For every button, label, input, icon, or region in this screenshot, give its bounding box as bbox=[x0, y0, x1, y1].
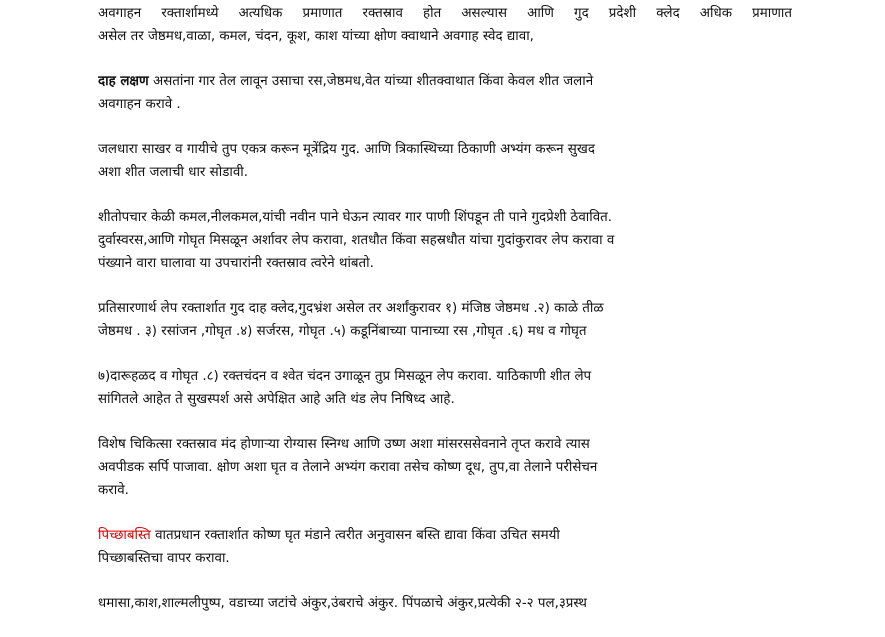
text-line: दुर्वास्वरस,आणि गोघृत मिसळून अर्शावर लेप करावा, शतधौत किंवा सहस्रधौत यांचा गुदांकुरावर लेप करावा व bbox=[98, 233, 615, 248]
text-line: जेष्ठमध . ३) रसांजन ,गोघृत .४) सर्जरस, गोघृत .५) कडूनिंबाच्या पानाच्या रस ,गोघृत .६) मध व गोघृत bbox=[98, 324, 587, 339]
paragraph-sheetopachar bbox=[98, 206, 792, 275]
paragraph-avagahan bbox=[98, 2, 792, 48]
text-line: शीतोपचार केळी कमल,नीलकमल,यांची नवीन पाने घेऊन त्यावर गार पाणी शिंपडून ती पाने गुदप्रेशी ठेवावित. bbox=[98, 210, 613, 225]
section-heading-highlight: पिच्छाबस्ति bbox=[98, 528, 151, 543]
text-line: अवगाहन रक्तार्शामध्ये अत्यधिक प्रमाणात रक्तस्राव होत असल्यास आणि गुद प्रदेशी क्लेद अधिक प्रमाणात bbox=[98, 6, 792, 21]
text-line: सांगितले आहेत ते सुखस्पर्श असे अपेक्षित आहे अति थंड लेप निषिध्द आहे. bbox=[98, 392, 455, 407]
section-heading: दाह लक्षण bbox=[98, 74, 149, 89]
paragraph-vishesh-chikitsa bbox=[98, 433, 792, 502]
text-line: असेल तर जेष्ठमध,वाळा, कमल, चंदन, कूश, काश यांच्या क्षोण क्वाथाने अवगाह स्वेद द्यावा, bbox=[98, 29, 534, 44]
text-line bbox=[98, 524, 792, 547]
document-body bbox=[98, 2, 792, 637]
text-line: धमासा,काश,शाल्मलीपुष्प, वडाच्या जटांचे अंकुर,उंबराचे अंकुर. पिंपळाचे अंकुर,प्रत्येकी २-२ पल,३प्रस्थ bbox=[98, 596, 587, 611]
text-line: अवगाहन करावे . bbox=[98, 97, 181, 112]
text-run: असतांना गार तेल लावून उसाचा रस,जेष्ठमध,वेत यांच्या शीतक्वाथात किंवा केवल शीत जलाने bbox=[148, 74, 594, 89]
text-run: वातप्रधान रक्तार्शात कोष्ण घृत मंडाने त्वरीत अनुवासन बस्ति द्यावा किंवा उचित समयी bbox=[150, 528, 560, 543]
text-line bbox=[98, 70, 792, 93]
text-line: ७)दारूहळद व गोघृत .८) रक्तचंदन व श्वेत चंदन उगाळून तुप्र मिसळून लेप करावा. याठिकाणी शीत लेप bbox=[98, 369, 592, 384]
text-line: पिच्छाबस्तिचा वापर करावा. bbox=[98, 551, 230, 566]
text-line: प्रतिसारणार्थ लेप रक्तार्शात गुद दाह क्लेद,गुदभ्रंश असेल तर अर्शांकुरावर १) मंजिष्ठ जेष्ठमध .२) काळे तीळ bbox=[98, 301, 604, 316]
paragraph-pratisaranarth bbox=[98, 297, 792, 343]
paragraph-ingredients bbox=[98, 592, 792, 615]
text-line: पंख्याने वारा घालावा या उपचारांनी रक्तस्राव त्वरेने थांबतो. bbox=[98, 256, 374, 271]
text-line: अवपीडक सर्पि पाजावा. क्षोण अशा घृत व तेलाने अभ्यंग करावा तसेच कोष्ण दूध, तुप,वा तेलाने परीसेचन bbox=[98, 460, 598, 475]
text-line: अशा शीत जलाची धार सोडावी. bbox=[98, 165, 248, 180]
paragraph-daha-lakshan bbox=[98, 70, 792, 116]
text-line: विशेष चिकित्सा रक्तस्राव मंद होणाऱ्या रोग्यास स्निग्ध आणि उष्ण अशा मांसरससेवनाने तृप्त करावे त्यास bbox=[98, 437, 590, 452]
text-line: करावे. bbox=[98, 483, 129, 498]
paragraph-pichchhabasti bbox=[98, 524, 792, 570]
text-line: जलधारा साखर व गायीचे तुप एकत्र करून मूत्रेंद्रिय गुद. आणि त्रिकास्थिच्या ठिकाणी अभ्यंग करून सुखद bbox=[98, 142, 595, 157]
paragraph-lep-list-continued bbox=[98, 365, 792, 411]
paragraph-jaldhara bbox=[98, 138, 792, 184]
